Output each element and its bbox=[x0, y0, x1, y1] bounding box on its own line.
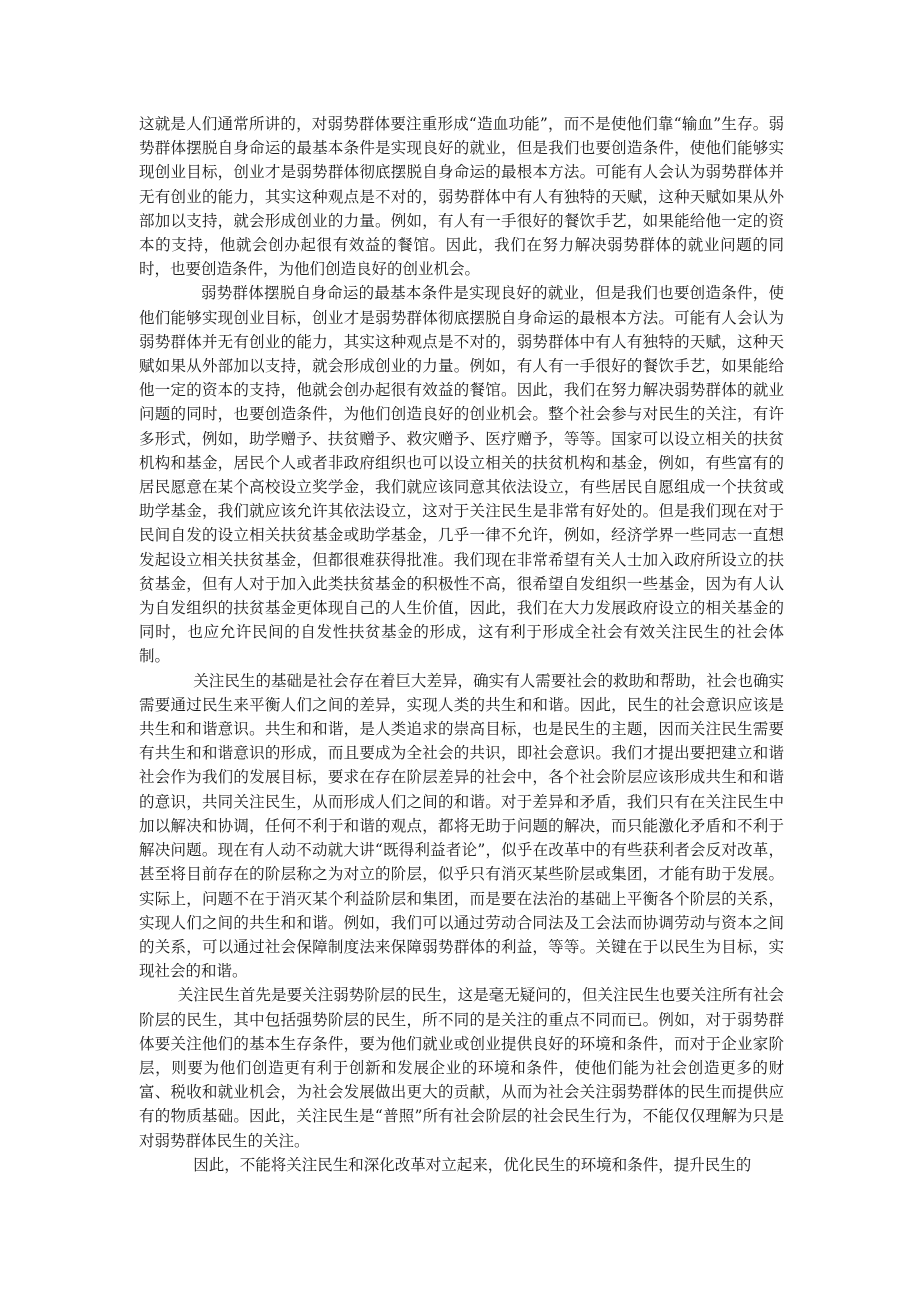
paragraph-1: 这就是人们通常所讲的，对弱势群体要注重形成“造血功能”，而不是使他们靠“输血”生存。弱势群体摆脱自身命运的最基本条件是实现良好的就业，但是我们也要创造条件，使他们能够实现创业目标，创业才是弱势群体彻底摆脱自身命运的最根本方法。可能有人会认为弱势群体并无有创业的能力，其实这种观点是不对的，弱势群体中有人有独特的天赋，这种天赋如果从外部加以支持，就会形成创业的力量。例如，有人有一手很好的餐饮手艺，如果能给他一定的资本的支持，他就会创办起很有效益的餐馆。因此，我们在努力解决弱势群体的就业问题的同时，也要创造条件，为他们创造良好的创业机会。 bbox=[139, 115, 784, 279]
paragraph-3: 关注民生的基础是社会存在着巨大差异，确实有人需要社会的救助和帮助，社会也确实需要通过民生来平衡人们之间的差异，实现人类的共生和和谐。因此，民生的社会意识应该是共生和和谐意识。共生和和谐，是人类追求的崇高目标，也是民生的主题，因而关注民生需要有共生和和谐意识的形成，而且要成为全社会的共识，即社会意识。我们才提出要把建立和谐社会作为我们的发展目标，要求在存在阶层差异的社会中，各个社会阶层应该形成共生和和谐的意识，共同关注民生，从而形成人们之间的和谐。对于差异和矛盾，我们只有在关注民生中加以解决和协调，任何不利于和谐的观点，都将无助于问题的解决，而只能激化矛盾和不利于解决问题。现在有人动不动就大讲“既得利益者论”，似乎在改革中的有些获利者会反对改革，甚至将目前存在的阶层称之为对立的阶层，似乎只有消灭某些阶层或集团，才能有助于发展。实际上，问题不在于消灭某个利益阶层和集团，而是要在法治的基础上平衡各个阶层的关系，实现人们之间的共生和和谐。例如，我们可以通过劳动合同法及工会法而协调劳动与资本之间的关系，可以通过社会保障制度法来保障弱势群体的利益，等等。关键在于以民生为目标，实现社会的和谐。 bbox=[139, 671, 784, 981]
paragraph-2: 弱势群体摆脱自身命运的最基本条件是实现良好的就业，但是我们也要创造条件，使他们能够实现创业目标，创业才是弱势群体彻底摆脱自身命运的最根本方法。可能有人会认为弱势群体并无有创业的能力，其实这种观点是不对的，弱势群体中有人有独特的天赋，这种天赋如果从外部加以支持，就会形成创业的力量。例如，有人有一手很好的餐饮手艺，如果能给他一定的资本的支持，他就会创办起很有效益的餐馆。因此，我们在努力解决弱势群体的就业问题的同时，也要创造条件，为他们创造良好的创业机会。整个社会参与对民生的关注，有许多形式，例如，助学赠予、扶贫赠予、救灾赠予、医疗赠予，等等。国家可以设立相关的扶贫机构和基金，居民个人或者非政府组织也可以设立相关的扶贫机构和基金，例如，有些富有的居民愿意在某个高校设立奖学金，我们就应该同意其依法设立，有些居民自愿组成一个扶贫或助学基金，我们就应该允许其依法设立，这对于关注民生是非常有好处的。但是我们现在对于民间自发的设立相关扶贫基金或助学基金，几乎一律不允许，例如，经济学界一些同志一直想发起设立相关扶贫基金，但都很难获得批准。我们现在非常希望有关人士加入政府所设立的扶贫基金，但有人对于加入此类扶贫基金的积极性不高，很希望自发组织一些基金，因为有人认为自发组织的扶贫基金更体现自己的人生价值，因此，我们在大力发展政府设立的相关基金的同时，也应允许民间的自发性扶贫基金的形成，这有利于形成全社会有效关注民生的社会体制。 bbox=[139, 284, 784, 666]
document-body bbox=[139, 112, 784, 1177]
paragraph-5: 因此，不能将关注民生和深化改革对立起来，优化民生的环境和条件，提升民生的 bbox=[193, 1155, 752, 1174]
paragraph-4: 关注民生首先是要关注弱势阶层的民生，这是毫无疑问的，但关注民生也要关注所有社会阶层的民生，其中包括强势阶层的民生，所不同的是关注的重点不同而已。例如，对于弱势群体要关注他们的基本生存条件，要为他们就业或创业提供良好的环境和条件，而对于企业家阶层，则要为他们创造更有利于创新和发展企业的环境和条件，使他们能为社会创造更多的财富、税收和就业机会，为社会发展做出更大的贡献，从而为社会关注弱势群体的民生而提供应有的物质基础。因此，关注民生是“普照”所有社会阶层的社会民生行为，不能仅仅理解为只是对弱势群体民生的关注。 bbox=[139, 986, 784, 1150]
